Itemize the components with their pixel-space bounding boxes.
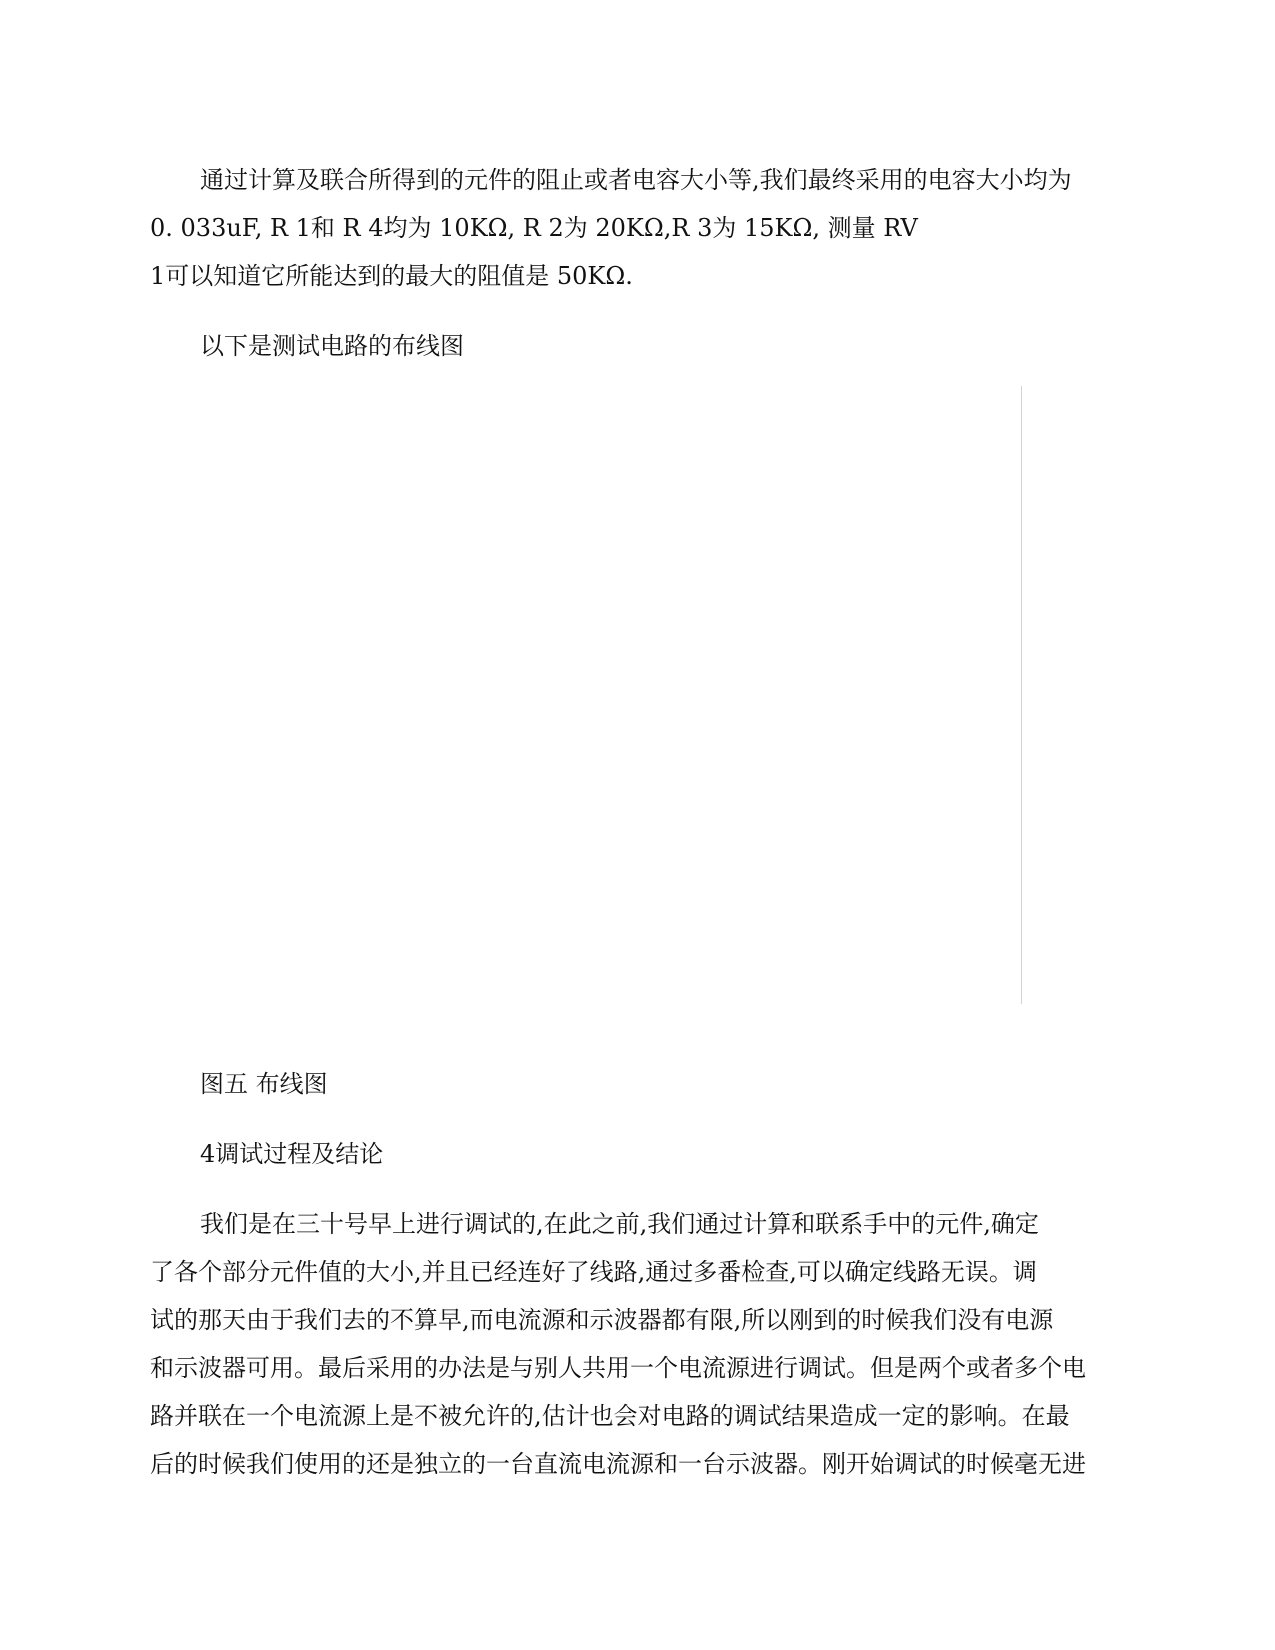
paragraph-2-line-3: 试的那天由于我们去的不算早,而电流源和示波器都有限,所以刚到的时候我们没有电源 <box>150 1306 1054 1334</box>
wiring-diagram-figure <box>150 385 1020 1005</box>
paragraph-2-line-2: 了各个部分元件值的大小,并且已经连好了线路,通过多番检查,可以确定线路无误。调 <box>150 1258 1037 1286</box>
paragraph-2-line-6: 后的时候我们使用的还是独立的一台直流电流源和一台示波器。刚开始调试的时候毫无进 <box>150 1450 1086 1478</box>
figure-caption: 图五 布线图 <box>200 1070 328 1098</box>
paragraph-1-line-2: 0. 033uF, R 1和 R 4均为 10KΩ, R 2为 20KΩ,R 3为 15KΩ, 测量 RV <box>150 214 918 242</box>
paragraph-1-line-3: 1可以知道它所能达到的最大的阻值是 50KΩ. <box>150 262 633 290</box>
figure-intro-text: 以下是测试电路的布线图 <box>200 332 464 360</box>
paragraph-2-line-5: 路并联在一个电流源上是不被允许的,估计也会对电路的调试结果造成一定的影响。在最 <box>150 1402 1070 1430</box>
paragraph-2-line-1: 我们是在三十号早上进行调试的,在此之前,我们通过计算和联系手中的元件,确定 <box>200 1210 1039 1238</box>
paragraph-1-line-1: 通过计算及联合所得到的元件的阻止或者电容大小等,我们最终采用的电容大小均为 <box>200 166 1072 194</box>
section-heading: 4调试过程及结论 <box>200 1140 384 1168</box>
paragraph-2-line-4: 和示波器可用。最后采用的办法是与别人共用一个电流源进行调试。但是两个或者多个电 <box>150 1354 1086 1382</box>
figure-border-line <box>1021 386 1022 1004</box>
